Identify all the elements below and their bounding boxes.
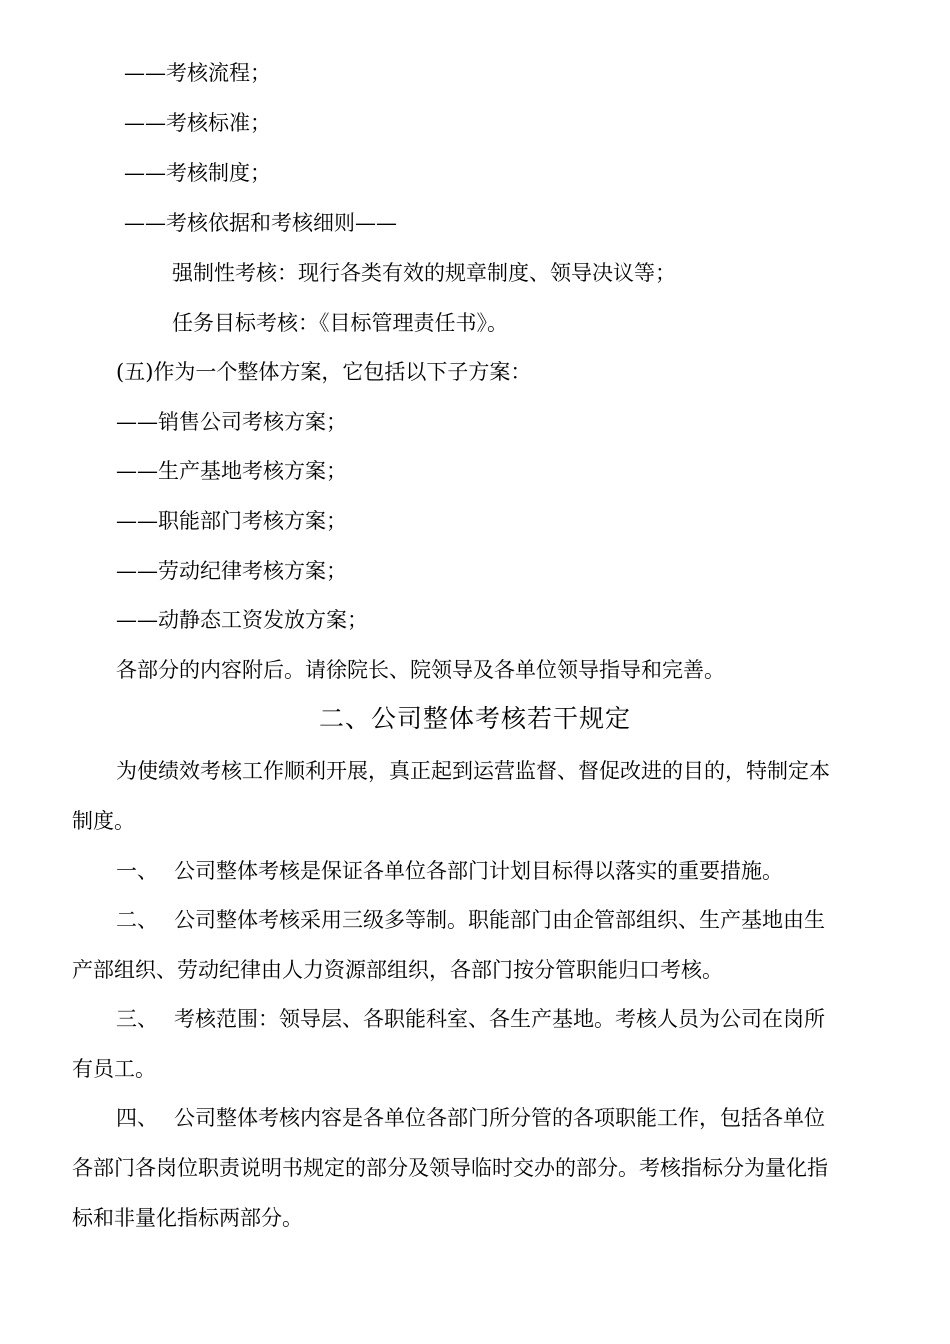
- item-4-text-1: 公司整体考核内容是各单位各部门所分管的各项职能工作，包括各单位: [174, 1106, 825, 1130]
- list-item-system: ——考核制度；: [124, 161, 271, 185]
- item-1-number: 一、: [116, 859, 158, 883]
- item-4-number: 四、: [116, 1106, 158, 1130]
- item-3-text-2: 有员工。: [72, 1057, 156, 1081]
- item-2-text-1: 公司整体考核采用三级多等制。职能部门由企管部组织、生产基地由生: [174, 908, 825, 932]
- sub-plan-functional: ——职能部门考核方案；: [116, 509, 347, 533]
- item-2: [116, 906, 825, 934]
- item-3-number: 三、: [116, 1007, 158, 1031]
- section-heading: 二、公司整体考核若干规定: [318, 704, 631, 733]
- item-3: [116, 1005, 825, 1033]
- intro-line-2: 制度。: [72, 809, 135, 833]
- sub-plan-discipline: ——劳动纪律考核方案；: [116, 559, 347, 583]
- section5-intro: (五)作为一个整体方案，它包括以下子方案：: [116, 360, 532, 384]
- basis-target: 任务目标考核：《目标管理责任书》。: [172, 311, 508, 335]
- item-2-number: 二、: [116, 908, 158, 932]
- item-4-text-2: 各部门各岗位职责说明书规定的部分及领导临时交办的部分。考核指标分为量化指: [72, 1156, 828, 1180]
- sub-plan-sales: ——销售公司考核方案；: [116, 410, 347, 434]
- item-3-text-1: 考核范围：领导层、各职能科室、各生产基地。考核人员为公司在岗所: [174, 1007, 825, 1031]
- closing-note: 各部分的内容附后。请徐院长、院领导及各单位领导指导和完善。: [116, 658, 725, 682]
- sub-plan-production: ——生产基地考核方案；: [116, 459, 347, 483]
- item-4: [116, 1104, 825, 1132]
- item-1: [116, 857, 783, 885]
- list-item-process: ——考核流程；: [124, 61, 271, 85]
- item-1-text: 公司整体考核是保证各单位各部门计划目标得以落实的重要措施。: [174, 859, 783, 883]
- list-item-standard: ——考核标准；: [124, 111, 271, 135]
- list-item-basis: ——考核依据和考核细则——: [124, 211, 397, 235]
- item-4-text-3: 标和非量化指标两部分。: [72, 1206, 303, 1230]
- intro-line-1: 为使绩效考核工作顺利开展，真正起到运营监督、督促改进的目的，特制定本: [116, 759, 830, 783]
- item-2-text-2: 产部组织、劳动纪律由人力资源部组织，各部门按分管职能归口考核。: [72, 958, 723, 982]
- sub-plan-wage: ——动静态工资发放方案；: [116, 608, 368, 632]
- basis-mandatory: 强制性考核：现行各类有效的规章制度、领导决议等；: [172, 261, 676, 285]
